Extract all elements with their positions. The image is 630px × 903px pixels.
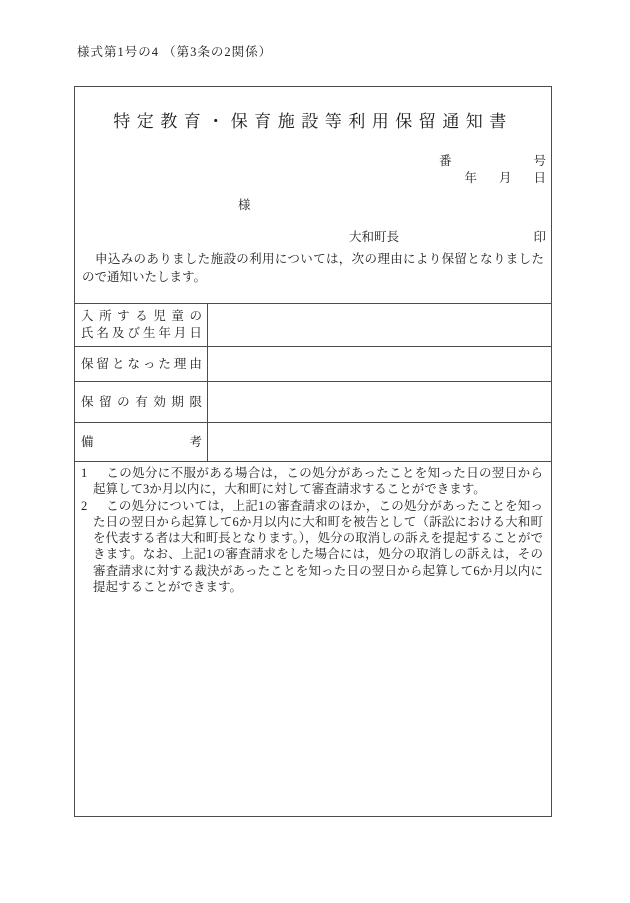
date-month-label: 月: [498, 171, 512, 185]
row-label-hold-validity: 保 留 の 有 効 期 限: [75, 382, 208, 422]
date-day-label: 日: [533, 171, 546, 185]
document-number-line: [439, 151, 546, 169]
form-code: 様式第1号の4 （第3条の2関係）: [77, 45, 273, 59]
document-title: 特定教育・保育施設等利用保留通知書: [113, 112, 513, 131]
table-row-child: [75, 304, 551, 347]
table-row-validity: [75, 382, 551, 423]
table-row-remarks: [75, 423, 551, 462]
addressee-suffix: 様: [238, 198, 251, 212]
form-border-box: [74, 86, 552, 817]
row-label-hold-reason: 保 留 と な っ た 理 由: [75, 347, 208, 381]
notification-body: 申込みのありました施設の利用については，次の理由により保留となりましたので通知いたします。: [82, 252, 544, 284]
note-2-text: この処分については，上記1の審査請求のほか，この処分があったことを知った日の翌日から起算して6か月以内に大和町を被告として（訴訟における大和町を代表する者は大和町長となります。），処分の取消しの訴えを提起することができます。なお、上記1の審査請求をした場合には，処分の取消しの訴えは，その審査請求に対する裁決があったことを知った日の翌日から起算して6か月以内に提起することができます。: [93, 498, 543, 595]
row-value-remarks: [208, 423, 551, 461]
note-1-text: この処分に不服がある場合は，この処分があったことを知った日の翌日から起算して3か月以内に，大和町に対して審査請求することができます。: [93, 466, 543, 497]
legal-notes: [75, 461, 551, 595]
row-label-child-name-birth: 入 所 す る 児 童 の 氏 名 及 び 生 年 月 日: [75, 304, 208, 346]
date-year-label: 年: [464, 171, 477, 185]
document-date-line: [464, 168, 546, 186]
note-item-1: [81, 465, 543, 498]
number-label-prefix: 番: [438, 154, 452, 168]
issuer-line: [349, 227, 546, 245]
row-label-remarks: 備 考: [75, 423, 208, 461]
row-value-hold-validity: [208, 382, 551, 422]
note-1-number: 1: [81, 466, 88, 480]
row-value-hold-reason: [208, 347, 551, 381]
issuer-name: 大和町長: [349, 230, 400, 244]
seal-mark: 印: [533, 230, 546, 244]
note-item-2: [81, 498, 543, 596]
table-row-reason: [75, 347, 551, 382]
note-2-number: 2: [81, 498, 88, 513]
row-value-child-name-birth: [208, 304, 551, 346]
details-table: [75, 303, 551, 462]
number-label-suffix: 号: [533, 154, 546, 168]
